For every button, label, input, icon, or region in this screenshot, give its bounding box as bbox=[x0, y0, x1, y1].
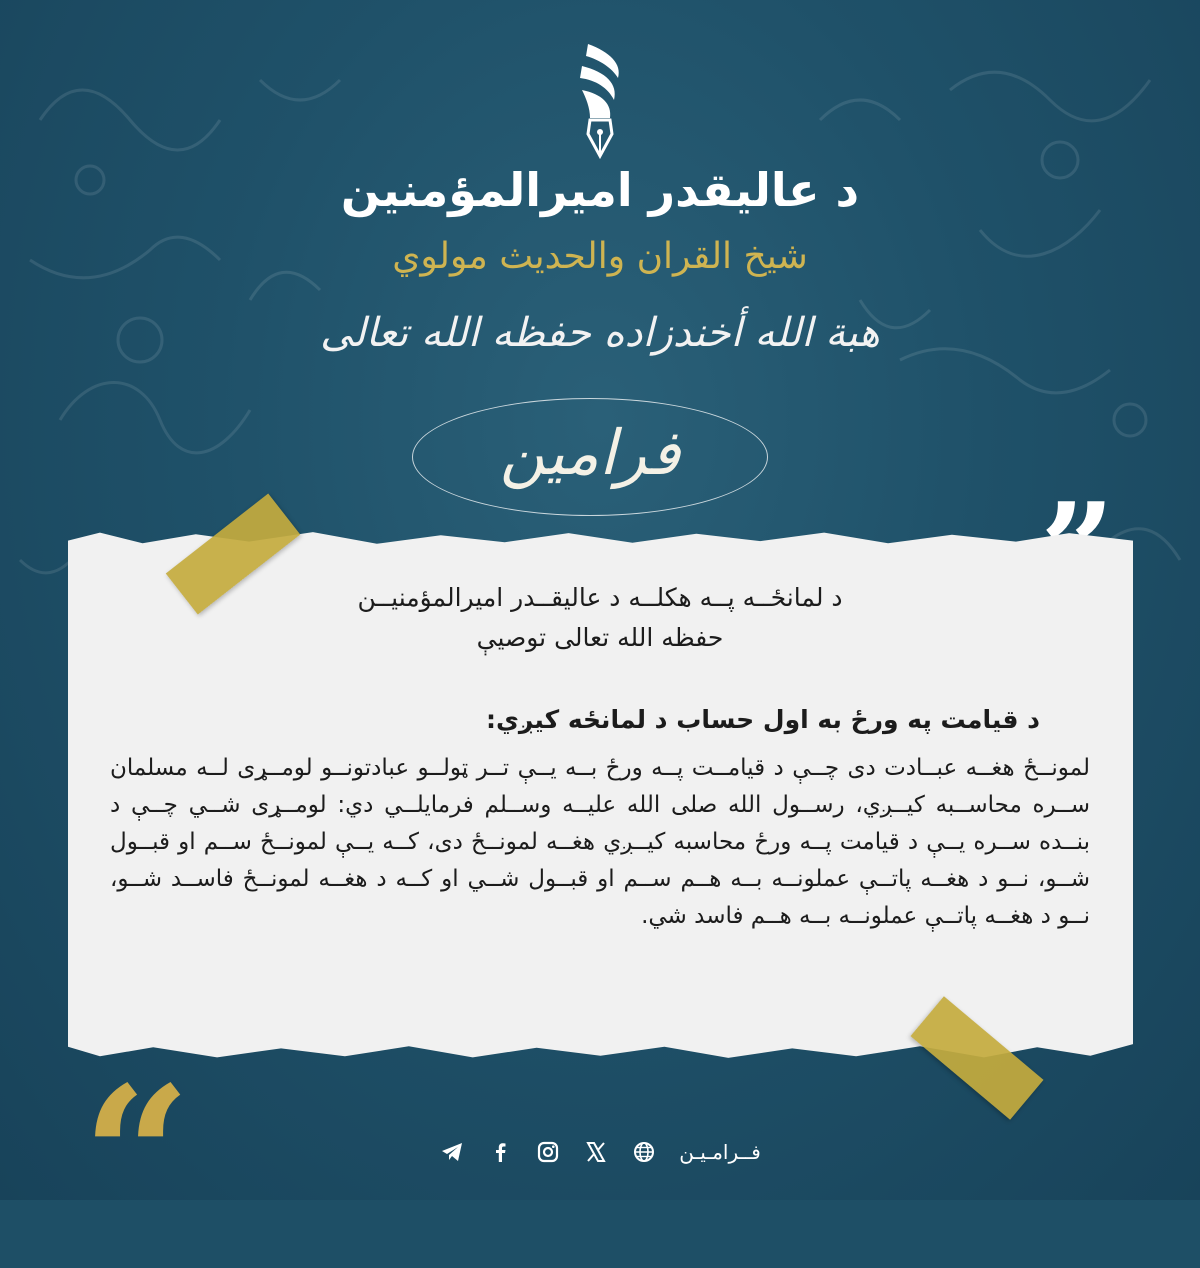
title-main: د عالیقدر امیرالمؤمنین bbox=[340, 163, 860, 217]
card-subheading: د قیامت په ورځ به اول حساب د لمانځه کیږي: bbox=[485, 705, 1040, 734]
facebook-icon[interactable] bbox=[487, 1139, 513, 1165]
globe-icon[interactable] bbox=[631, 1139, 657, 1165]
telegram-icon[interactable] bbox=[439, 1139, 465, 1165]
card-heading-line-2: حفظه الله تعالی توصیې bbox=[476, 623, 724, 652]
card-heading bbox=[200, 578, 1000, 658]
quote-open-icon: “ bbox=[82, 1045, 192, 1268]
pen-nib-logo-icon bbox=[560, 38, 640, 158]
card-heading-line-1: د لمانځــه پــه هکلــه د عالیقــدر امیرالمؤمنیــن bbox=[357, 583, 843, 612]
title-name-calligraphy: هبة الله أخندزاده حفظه الله تعالى bbox=[320, 310, 880, 356]
brand-emblem-text: فرامین bbox=[499, 416, 681, 489]
footer-brand-text: فــرامـیـن bbox=[679, 1140, 761, 1164]
title-subtitle: شيخ القران والحديث مولوي bbox=[392, 236, 808, 277]
instagram-icon[interactable] bbox=[535, 1139, 561, 1165]
card-body-text: لمونــځ هغــه عبــادت دی چــې د قیامــت پــه ورځ بــه یــې تــر ټولــو عبادتونــو لومــړی لــه مسلمان ســره محاســبه کیــږي، رســول الله صلی الله علیــه وســلم فرمایلــي دي: لومــړی شــي چــې د بنــده ســره یــې د قیامت پــه ورځ محاسبه کیــږي هغــه لمونــځ دی، کــه یــې لمونــځ ســم او قبــول شــو، نــو د هغــه پاتــې عملونــه بــه هــم ســم او قبــول شــي او کــه د هغــه لمونــځ فاســد شــو، نــو د هغــه پاتــې عملونــه بــه هــم فاسد شي. bbox=[110, 755, 1090, 929]
footer-social-bar bbox=[400, 1132, 800, 1172]
x-icon[interactable] bbox=[583, 1139, 609, 1165]
